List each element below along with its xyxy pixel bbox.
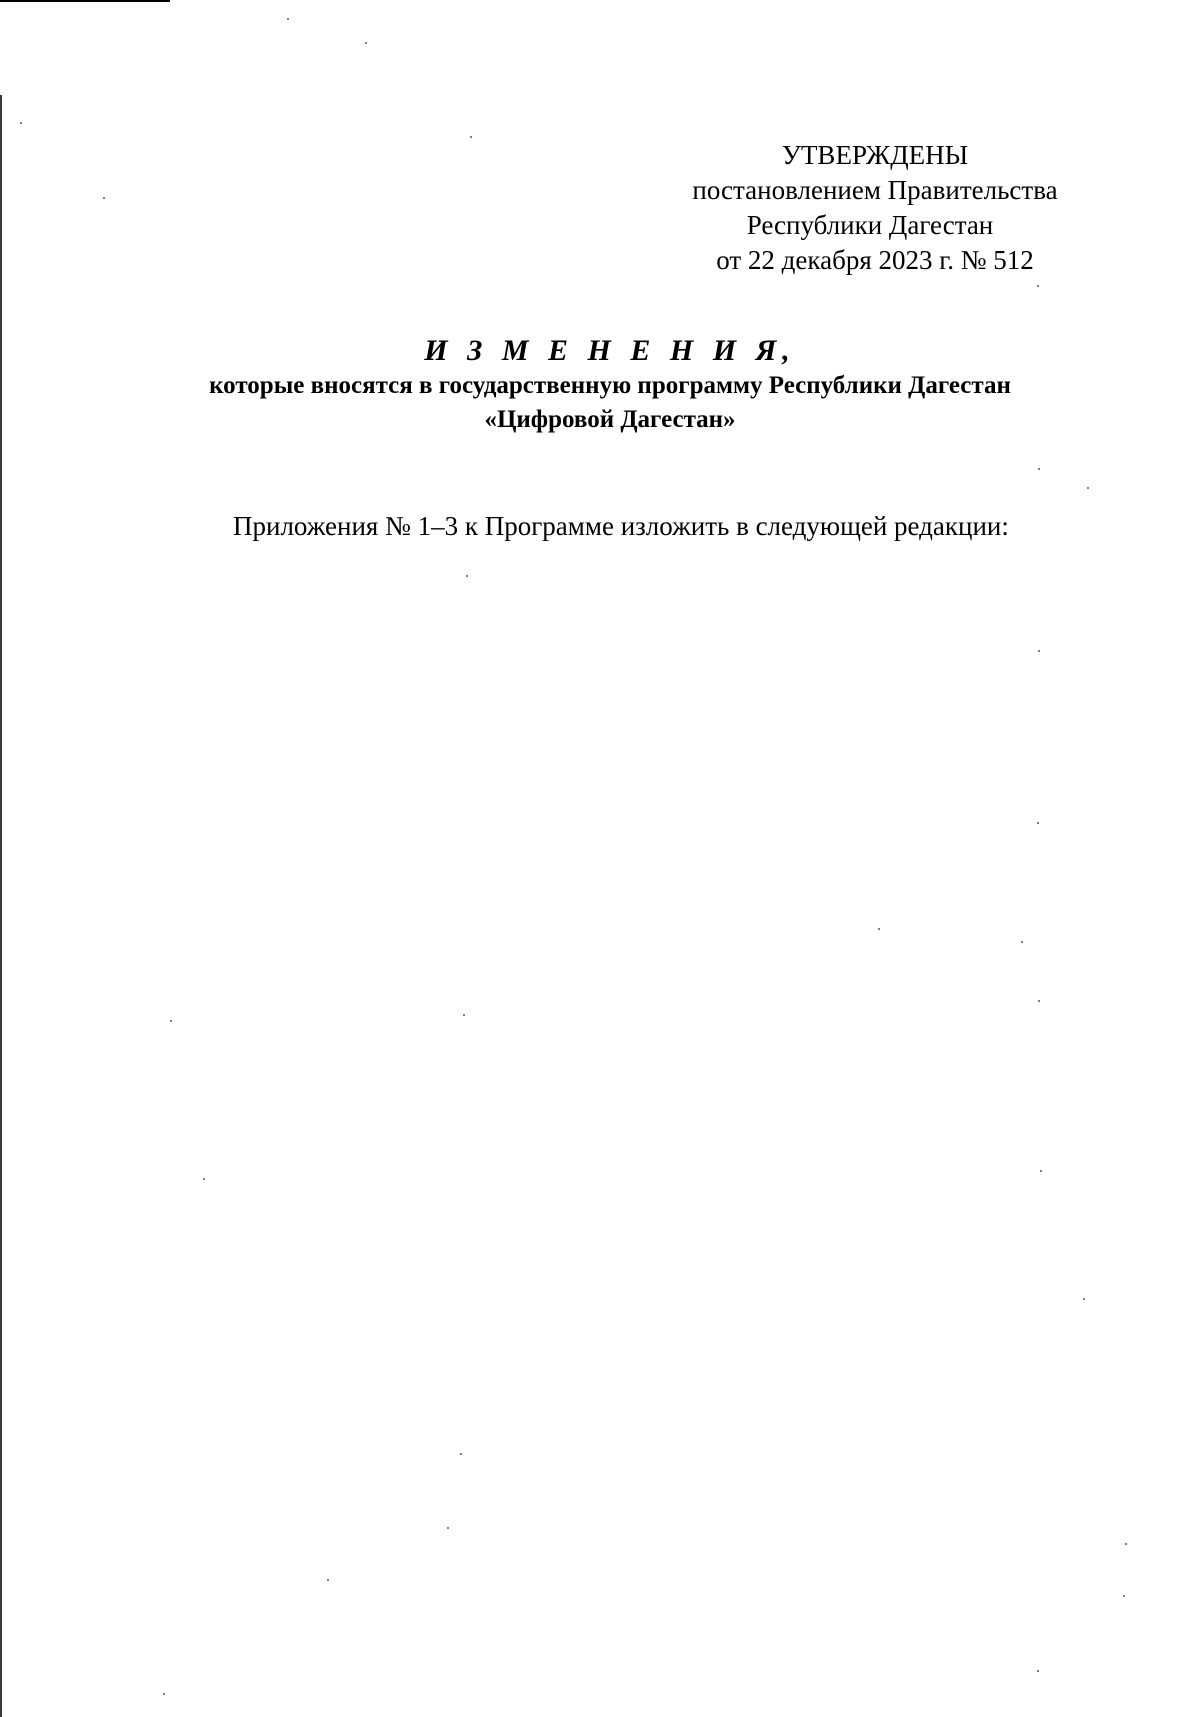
- scan-speck: [20, 122, 22, 124]
- scan-speck: [470, 136, 472, 138]
- scan-speck: [1037, 285, 1039, 287]
- body-paragraph: Приложения № 1–3 к Программе изложить в следующей редакции:: [233, 511, 1009, 541]
- scan-speck: [103, 197, 105, 199]
- scan-speck: [170, 1020, 172, 1022]
- scan-speck: [287, 18, 289, 20]
- heading-subtitle-line-1: которые вносятся в государственную программу Республики Дагестан: [209, 372, 1011, 399]
- scan-speck: [1125, 1543, 1127, 1545]
- scan-speck: [1037, 1670, 1039, 1672]
- scan-speck: [203, 1178, 205, 1180]
- approval-republic-line: Республики Дагестан: [746, 210, 994, 240]
- scan-speck: [1123, 1595, 1125, 1597]
- approval-stamp: [640, 138, 1100, 278]
- scan-speck: [447, 1527, 449, 1529]
- scan-speck: [463, 1014, 465, 1016]
- scan-speck: [466, 575, 468, 577]
- scan-speck: [1038, 468, 1040, 470]
- scan-speck: [365, 42, 367, 44]
- scan-speck: [327, 1579, 329, 1581]
- scan-speck: [1083, 1298, 1085, 1300]
- scan-speck: [1040, 1170, 1042, 1172]
- scan-speck: [1037, 822, 1039, 824]
- scan-speck: [460, 1453, 462, 1455]
- heading-main: И З М Е Н Е Н И Я,: [424, 334, 796, 367]
- scan-speck: [1038, 650, 1040, 652]
- approval-date-number-line: от 22 декабря 2023 г. № 512: [716, 245, 1034, 275]
- scan-speck: [878, 928, 880, 930]
- approval-title: УТВЕРЖДЕНЫ: [781, 140, 969, 170]
- document-heading: [0, 333, 1200, 437]
- scan-edge-top: [0, 0, 170, 2]
- heading-subtitle-line-2: «Цифровой Дагестан»: [484, 406, 736, 433]
- scan-speck: [1087, 487, 1089, 489]
- approval-decree-line: постановлением Правительства: [692, 175, 1058, 205]
- scan-speck: [1021, 941, 1023, 943]
- scan-speck: [1038, 1000, 1040, 1002]
- scan-speck: [163, 1693, 165, 1695]
